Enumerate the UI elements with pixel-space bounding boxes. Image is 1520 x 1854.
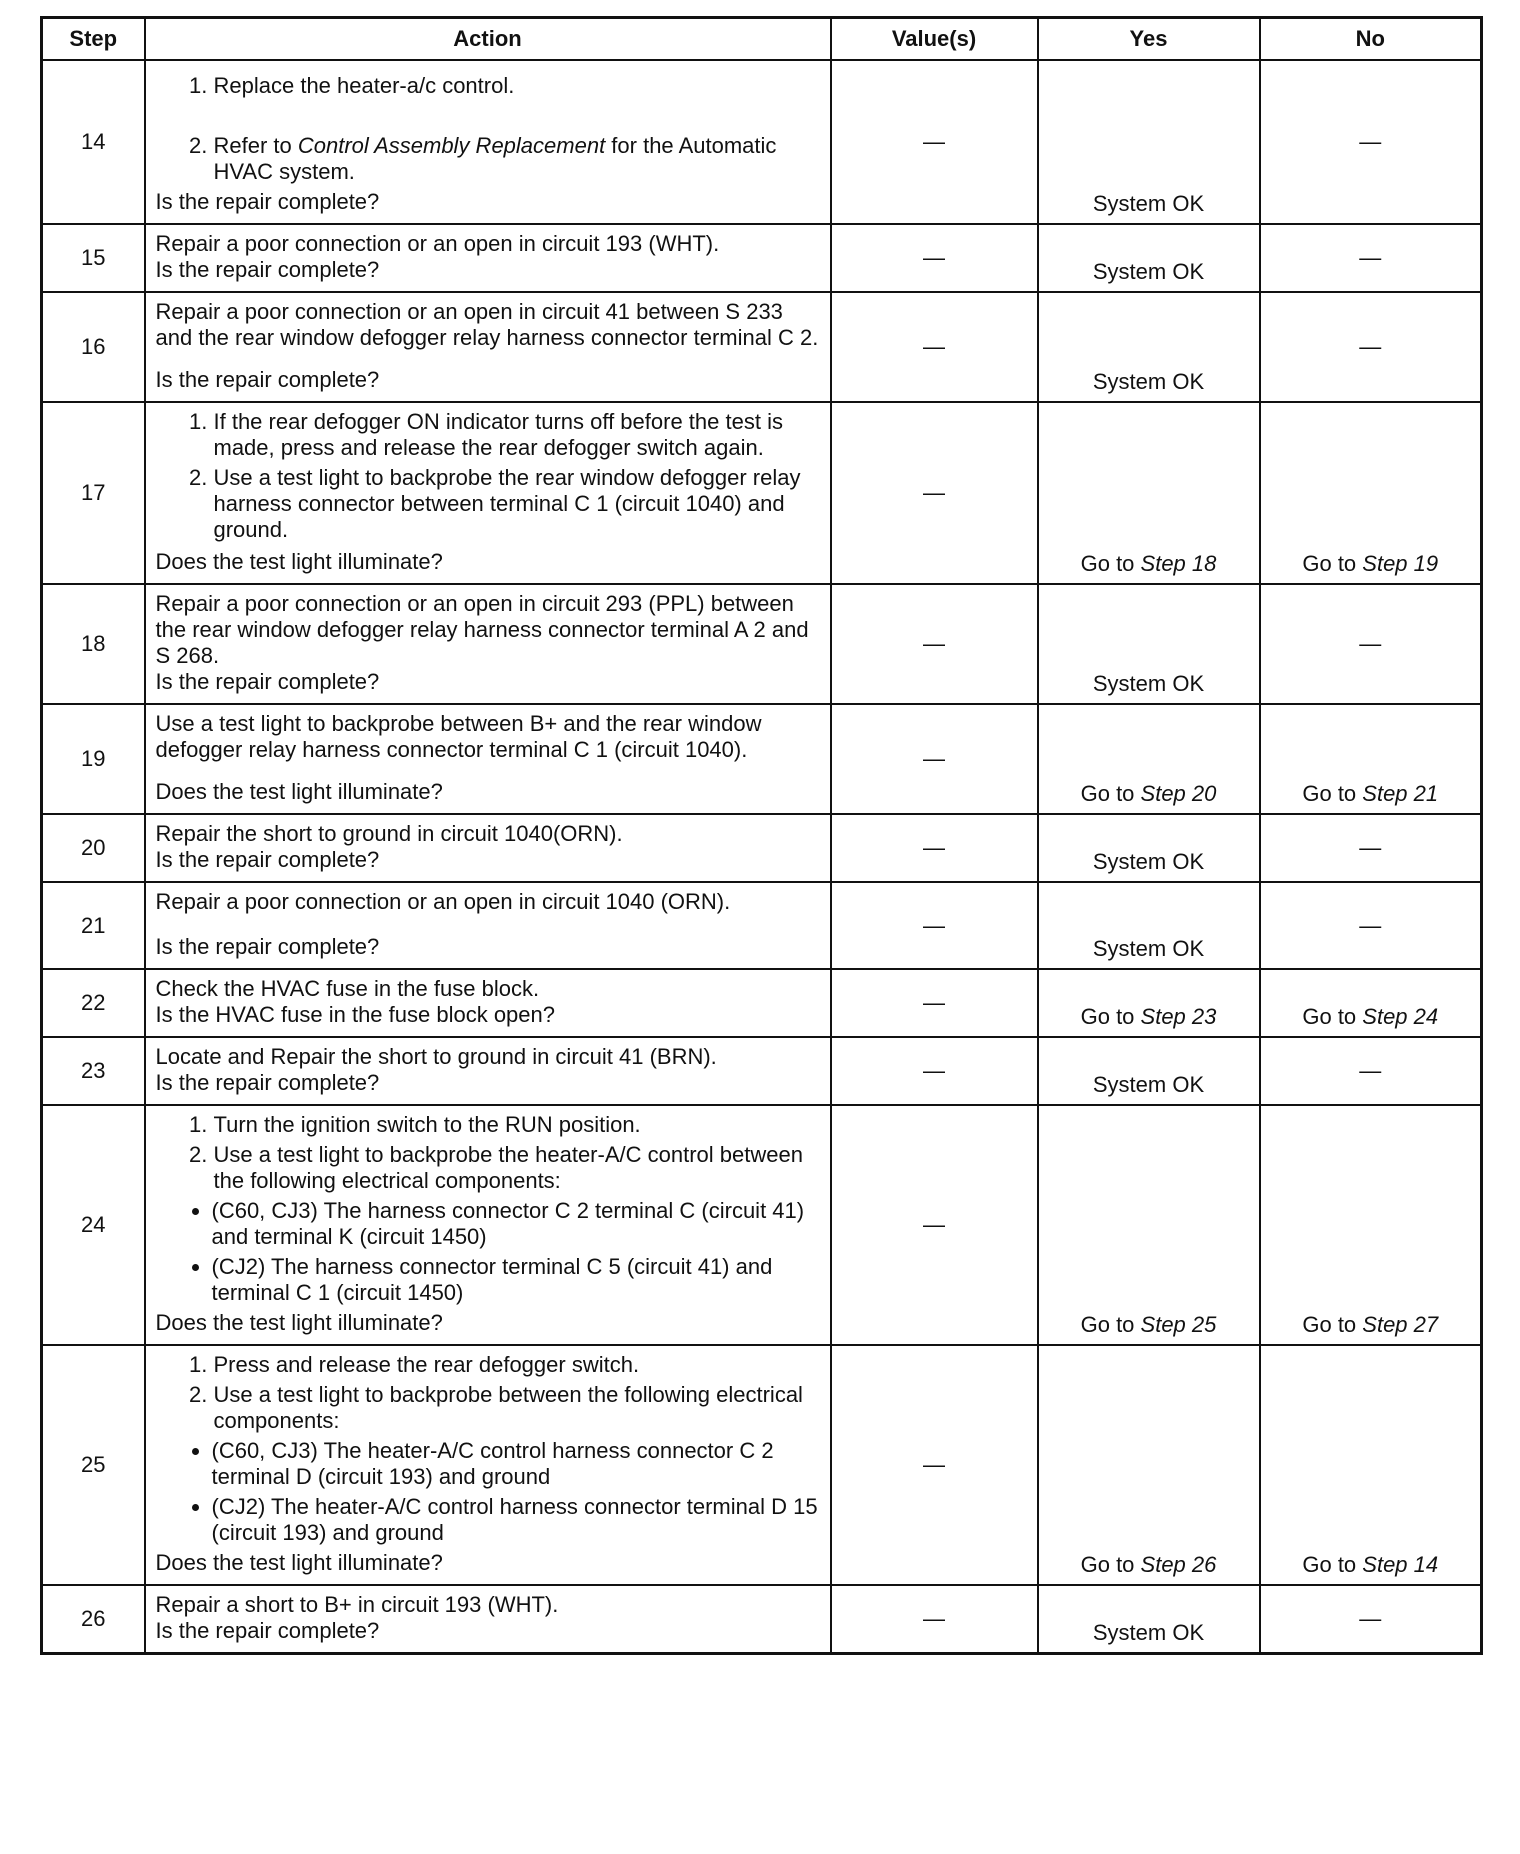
value-dash: — <box>923 1452 945 1477</box>
action-body <box>156 1592 820 1618</box>
action-content <box>156 231 820 283</box>
table-row <box>42 1037 1482 1105</box>
yes-result: System OK <box>1092 1620 1205 1645</box>
goto-text: Go to <box>1302 781 1363 806</box>
action-text: Use a test light to backprobe between B+ and the rear window defogger relay harness connector terminal C 1 (circuit 1040). <box>155 711 762 762</box>
value-dash: — <box>923 1606 945 1631</box>
action-text: Locate and Repair the short to ground in circuit 41 (BRN). <box>155 1044 717 1069</box>
value-cell <box>831 1105 1038 1345</box>
value-cell <box>831 60 1038 224</box>
action-steps <box>156 1352 820 1434</box>
goto-step-link: Step 14 <box>1362 1552 1439 1577</box>
no-dash: — <box>1359 129 1382 154</box>
goto-step-link: Step 27 <box>1362 1312 1439 1337</box>
no-cell <box>1260 1037 1482 1105</box>
action-body <box>156 591 820 669</box>
header-step: Step <box>42 18 145 61</box>
yes-result: System OK <box>1092 369 1205 394</box>
value-dash: — <box>923 835 945 860</box>
step-number: 19 <box>42 704 145 814</box>
action-cell <box>145 1105 831 1345</box>
yes-result <box>1039 551 1259 577</box>
value-cell <box>831 584 1038 704</box>
step-number: 14 <box>42 60 145 224</box>
action-content <box>156 591 820 695</box>
action-steps <box>156 409 820 543</box>
no-dash: — <box>1359 1058 1382 1083</box>
action-body <box>156 299 820 351</box>
no-dash: — <box>1359 334 1382 359</box>
action-question: Is the repair complete? <box>155 189 380 214</box>
no-cell <box>1260 1105 1482 1345</box>
action-step-item <box>214 133 820 185</box>
action-step-text: Use a test light to backprobe the heater-A/C control between the following electrical components: <box>213 1142 803 1193</box>
goto-text: Go to <box>1080 1552 1141 1577</box>
action-question: Is the repair complete? <box>155 367 380 392</box>
step-number: 23 <box>42 1037 145 1105</box>
action-step-text: Replace the heater-a/c control. <box>213 73 515 98</box>
header-action: Action <box>145 18 831 61</box>
action-question: Does the test light illuminate? <box>155 549 443 574</box>
action-step-text: Use a test light to backprobe the rear window defogger relay harness connector between terminal C 1 (circuit 1040) and ground. <box>213 465 801 542</box>
action-step-text: for the Automatic HVAC system. <box>213 133 777 184</box>
no-cell <box>1260 402 1482 584</box>
yes-cell <box>1038 402 1260 584</box>
yes-result: System OK <box>1092 671 1205 696</box>
table-row <box>42 402 1482 584</box>
value-cell <box>831 1585 1038 1654</box>
action-body <box>156 976 820 1002</box>
goto-text: Go to <box>1080 1312 1141 1337</box>
action-cell <box>145 584 831 704</box>
action-text: Repair a short to B+ in circuit 193 (WHT). <box>155 1592 559 1617</box>
table-row <box>42 224 1482 292</box>
no-cell <box>1260 969 1482 1037</box>
no-dash: — <box>1359 1606 1382 1631</box>
no-result <box>1261 551 1481 577</box>
action-content <box>156 409 820 575</box>
step-number: 18 <box>42 584 145 704</box>
yes-result <box>1039 1312 1259 1338</box>
goto-step-link: Step 24 <box>1362 1004 1439 1029</box>
value-dash: — <box>923 129 945 154</box>
action-cell <box>145 882 831 969</box>
yes-result: System OK <box>1092 936 1205 961</box>
step-number: 22 <box>42 969 145 1037</box>
value-cell <box>831 402 1038 584</box>
step-number: 17 <box>42 402 145 584</box>
table-row <box>42 814 1482 882</box>
table-row <box>42 969 1482 1037</box>
value-dash: — <box>923 480 945 505</box>
action-cell <box>145 224 831 292</box>
action-cell <box>145 1037 831 1105</box>
action-body <box>156 409 820 547</box>
action-content <box>156 1044 820 1096</box>
value-cell <box>831 1037 1038 1105</box>
value-cell <box>831 224 1038 292</box>
no-cell <box>1260 292 1482 402</box>
no-dash: — <box>1359 912 1382 938</box>
yes-cell <box>1038 1105 1260 1345</box>
yes-result: System OK <box>1092 191 1205 216</box>
no-result <box>1261 781 1481 807</box>
action-content <box>156 1592 820 1644</box>
action-step-text: Refer to <box>213 133 298 158</box>
action-step-item <box>214 409 820 461</box>
value-cell <box>831 969 1038 1037</box>
action-step-item <box>214 465 820 543</box>
action-cell <box>145 1345 831 1585</box>
action-content <box>156 821 820 873</box>
component-bullet-item: • (CJ2) The harness connector terminal C 5 (circuit 41) and terminal C 1 (circuit 1450) <box>212 1254 820 1306</box>
no-result <box>1261 1552 1481 1578</box>
value-cell <box>831 292 1038 402</box>
no-cell <box>1260 584 1482 704</box>
yes-cell <box>1038 814 1260 882</box>
value-dash: — <box>923 245 945 270</box>
action-question: Does the test light illuminate? <box>155 779 443 804</box>
no-dash: — <box>1359 835 1382 860</box>
yes-result: System OK <box>1092 259 1205 284</box>
action-step-text: If the rear defogger ON indicator turns off before the test is made, press and release the rear defogger switch again. <box>213 409 783 460</box>
goto-step-link: Step 21 <box>1362 781 1439 806</box>
goto-text: Go to <box>1302 1004 1363 1029</box>
action-content <box>156 1352 820 1576</box>
reference-link-text: Control Assembly Replacement <box>297 133 606 158</box>
component-bullet-item: • (C60, CJ3) The harness connector C 2 terminal C (circuit 41) and terminal K (circuit 1450) <box>212 1198 820 1250</box>
diagnostic-table-sheet <box>40 16 1480 1655</box>
action-content <box>156 299 820 393</box>
action-step-text: Use a test light to backprobe between the following electrical components: <box>213 1382 803 1433</box>
table-row <box>42 292 1482 402</box>
action-cell <box>145 814 831 882</box>
yes-result <box>1039 1004 1259 1030</box>
yes-cell <box>1038 60 1260 224</box>
table-row <box>42 882 1482 969</box>
action-body <box>156 711 820 763</box>
goto-step-link: Step 19 <box>1362 551 1439 576</box>
action-body <box>156 821 820 847</box>
goto-text: Go to <box>1302 1552 1363 1577</box>
no-dash: — <box>1359 631 1382 656</box>
no-cell <box>1260 60 1482 224</box>
action-step-item <box>214 1352 820 1378</box>
no-cell <box>1260 1345 1482 1585</box>
yes-cell <box>1038 1345 1260 1585</box>
table-row <box>42 704 1482 814</box>
value-dash: — <box>923 990 945 1015</box>
table-row <box>42 1345 1482 1585</box>
yes-result <box>1039 781 1259 807</box>
action-question: Is the repair complete? <box>155 934 380 959</box>
goto-text: Go to <box>1302 1312 1363 1337</box>
header-row <box>42 18 1482 61</box>
no-cell <box>1260 1585 1482 1654</box>
value-dash: — <box>923 334 945 359</box>
action-body <box>156 889 820 915</box>
action-cell <box>145 704 831 814</box>
action-body <box>156 231 820 257</box>
header-values: Value(s) <box>831 18 1038 61</box>
value-dash: — <box>923 912 945 938</box>
action-content <box>156 889 820 960</box>
action-cell <box>145 402 831 584</box>
value-cell <box>831 814 1038 882</box>
action-body <box>156 1044 820 1070</box>
table-row <box>42 584 1482 704</box>
yes-cell <box>1038 882 1260 969</box>
yes-cell <box>1038 969 1260 1037</box>
action-step-item <box>214 1112 820 1138</box>
yes-result: System OK <box>1092 849 1205 874</box>
action-question: Is the HVAC fuse in the fuse block open? <box>155 1002 555 1027</box>
goto-step-link: Step 18 <box>1140 551 1217 576</box>
goto-step-link: Step 23 <box>1140 1004 1217 1029</box>
step-number: 24 <box>42 1105 145 1345</box>
yes-cell <box>1038 224 1260 292</box>
action-question: Is the repair complete? <box>155 1070 380 1095</box>
action-cell <box>145 60 831 224</box>
action-cell <box>145 969 831 1037</box>
no-cell <box>1260 814 1482 882</box>
table-row <box>42 60 1482 224</box>
step-number: 21 <box>42 882 145 969</box>
action-text: Repair a poor connection or an open in circuit 41 between S 233 and the rear window defogger relay harness connector terminal C 2. <box>155 299 819 350</box>
table-row <box>42 1585 1482 1654</box>
step-number: 16 <box>42 292 145 402</box>
component-bullets <box>156 1438 820 1546</box>
yes-cell <box>1038 584 1260 704</box>
yes-cell <box>1038 1585 1260 1654</box>
action-content <box>156 711 820 805</box>
action-body <box>156 1112 820 1310</box>
yes-cell <box>1038 704 1260 814</box>
value-cell <box>831 704 1038 814</box>
action-body <box>156 67 820 189</box>
component-bullet-item: • (C60, CJ3) The heater-A/C control harness connector C 2 terminal D (circuit 193) and ground <box>212 1438 820 1490</box>
action-cell <box>145 292 831 402</box>
action-steps <box>156 73 820 185</box>
action-question: Does the test light illuminate? <box>155 1310 443 1335</box>
action-content <box>156 976 820 1028</box>
step-number: 20 <box>42 814 145 882</box>
goto-text: Go to <box>1080 1004 1141 1029</box>
value-dash: — <box>923 631 945 656</box>
action-question: Does the test light illuminate? <box>155 1550 443 1575</box>
action-text: Repair the short to ground in circuit 1040(ORN). <box>155 821 623 846</box>
yes-cell <box>1038 1037 1260 1105</box>
header-no: No <box>1260 18 1482 61</box>
value-dash: — <box>923 1212 945 1237</box>
yes-result: System OK <box>1092 1072 1205 1097</box>
action-body <box>156 1352 820 1550</box>
no-cell <box>1260 224 1482 292</box>
action-cell <box>145 1585 831 1654</box>
step-number: 26 <box>42 1585 145 1654</box>
no-result <box>1261 1004 1481 1030</box>
table-row <box>42 1105 1482 1345</box>
no-cell <box>1260 704 1482 814</box>
goto-text: Go to <box>1080 781 1141 806</box>
action-text: Check the HVAC fuse in the fuse block. <box>155 976 540 1001</box>
action-question: Is the repair complete? <box>155 847 380 872</box>
action-text: Repair a poor connection or an open in circuit 1040 (ORN). <box>155 889 731 914</box>
no-result <box>1261 1312 1481 1338</box>
component-bullets <box>156 1198 820 1306</box>
action-step-item <box>214 1142 820 1194</box>
action-step-text: Turn the ignition switch to the RUN position. <box>213 1112 641 1137</box>
value-cell <box>831 882 1038 969</box>
action-steps <box>156 1112 820 1194</box>
goto-text: Go to <box>1302 551 1363 576</box>
component-bullet-item: • (CJ2) The heater-A/C control harness connector terminal D 15 (circuit 193) and ground <box>212 1494 820 1546</box>
action-step-text: Press and release the rear defogger switch. <box>213 1352 640 1377</box>
action-text: Repair a poor connection or an open in circuit 293 (PPL) between the rear window defogger relay harness connector terminal A 2 and S 268. <box>155 591 809 668</box>
action-content <box>156 1112 820 1336</box>
step-number: 25 <box>42 1345 145 1585</box>
no-cell <box>1260 882 1482 969</box>
yes-result <box>1039 1552 1259 1578</box>
action-text: Repair a poor connection or an open in circuit 193 (WHT). <box>155 231 720 256</box>
action-content <box>156 67 820 215</box>
goto-step-link: Step 26 <box>1140 1552 1217 1577</box>
value-dash: — <box>923 1058 945 1083</box>
no-dash: — <box>1359 245 1382 270</box>
action-step-item <box>214 73 820 99</box>
action-step-item <box>214 1382 820 1434</box>
step-number: 15 <box>42 224 145 292</box>
goto-step-link: Step 25 <box>1140 1312 1217 1337</box>
action-question: Is the repair complete? <box>155 669 380 694</box>
value-cell <box>831 1345 1038 1585</box>
action-question: Is the repair complete? <box>155 1618 380 1643</box>
diagnostic-table <box>40 16 1483 1655</box>
action-question: Is the repair complete? <box>155 257 380 282</box>
yes-cell <box>1038 292 1260 402</box>
header-yes: Yes <box>1038 18 1260 61</box>
value-dash: — <box>923 746 945 771</box>
goto-step-link: Step 20 <box>1140 781 1217 806</box>
goto-text: Go to <box>1080 551 1141 576</box>
